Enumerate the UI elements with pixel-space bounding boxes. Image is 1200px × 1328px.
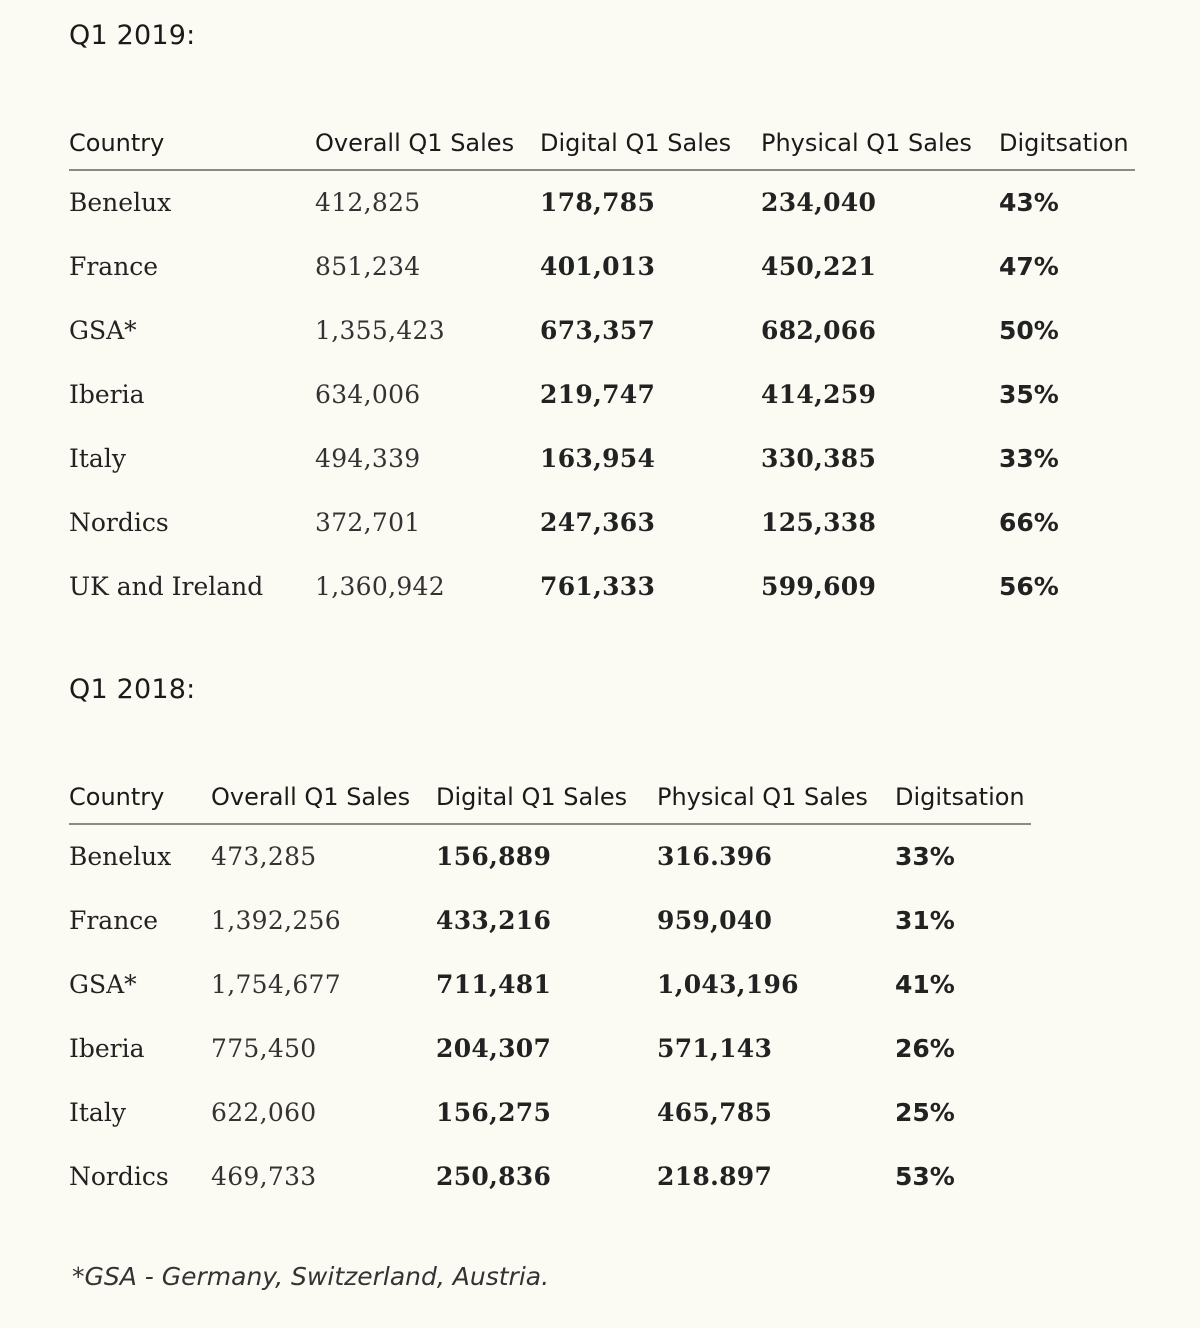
cell-physical-sales: 234,040 [761,188,877,217]
cell-digitisation: 56% [999,571,1059,601]
column-header-country: Country [69,116,315,170]
cell-physical-sales: 1,043,196 [657,969,799,999]
cell-physical-sales: 682,066 [761,315,877,345]
cell-physical-sales: 330,385 [761,443,877,473]
cell-digitisation: 31% [895,905,955,935]
cell-digital-sales: 204,307 [436,1033,552,1063]
cell-country: Benelux [69,842,172,871]
cell-digital-sales: 247,363 [540,507,656,537]
cell-overall-sales: 372,701 [315,507,421,537]
footnote: *GSA - Germany, Switzerland, Austria. [72,1262,550,1291]
cell-country: Iberia [69,379,145,409]
table-header-row [69,770,1031,824]
cell-digital-sales: 673,357 [540,315,656,345]
column-header-digitisation: Digitsation [895,770,1031,824]
sales-table-q1-2018 [69,770,1031,1208]
column-header-overall-sales: Overall Q1 Sales [315,116,540,170]
cell-physical-sales: 218.897 [657,1161,773,1191]
table-row [69,170,1135,234]
cell-overall-sales: 1,355,423 [315,315,445,345]
cell-country: Nordics [69,1161,169,1191]
cell-digitisation: 50% [999,315,1059,345]
cell-digital-sales: 433,216 [436,905,552,935]
cell-overall-sales: 634,006 [315,379,421,409]
column-header-overall-sales: Overall Q1 Sales [211,770,436,824]
cell-overall-sales: 1,754,677 [211,969,341,999]
cell-physical-sales: 450,221 [761,251,877,281]
cell-physical-sales: 125,338 [761,507,877,537]
column-header-physical-sales: Physical Q1 Sales [657,770,895,824]
table-row [69,1016,1031,1080]
cell-physical-sales: 316.396 [657,842,773,871]
section-title-q1-2018: Q1 2018: [69,674,196,705]
cell-overall-sales: 775,450 [211,1033,317,1063]
cell-digitisation: 43% [999,188,1059,217]
column-header-physical-sales: Physical Q1 Sales [761,116,999,170]
table-row [69,952,1031,1016]
table-row [69,298,1135,362]
table-row [69,824,1031,888]
cell-country: GSA* [69,969,137,999]
table-row [69,426,1135,490]
cell-digital-sales: 156,889 [436,842,552,871]
cell-digital-sales: 156,275 [436,1097,552,1127]
cell-digitisation: 33% [895,842,955,871]
table-row [69,1080,1031,1144]
column-header-digital-sales: Digital Q1 Sales [436,770,657,824]
cell-country: Italy [69,443,126,473]
cell-digital-sales: 250,836 [436,1161,552,1191]
cell-physical-sales: 465,785 [657,1097,773,1127]
cell-physical-sales: 414,259 [761,379,877,409]
cell-country: UK and Ireland [69,571,264,601]
section-title-q1-2019: Q1 2019: [69,20,196,51]
cell-country: Nordics [69,507,169,537]
cell-country: GSA* [69,315,137,345]
sales-table-q1-2019 [69,116,1135,618]
cell-digital-sales: 761,333 [540,571,656,601]
cell-overall-sales: 622,060 [211,1097,317,1127]
cell-overall-sales: 412,825 [315,188,421,217]
cell-digital-sales: 163,954 [540,443,656,473]
cell-overall-sales: 851,234 [315,251,421,281]
column-header-digital-sales: Digital Q1 Sales [540,116,761,170]
cell-digitisation: 53% [895,1161,955,1191]
cell-overall-sales: 1,392,256 [211,905,341,935]
cell-country: Iberia [69,1033,145,1063]
cell-digital-sales: 178,785 [540,188,656,217]
cell-digital-sales: 711,481 [436,969,552,999]
cell-digitisation: 33% [999,443,1059,473]
table-row [69,888,1031,952]
cell-digitisation: 41% [895,969,955,999]
cell-physical-sales: 959,040 [657,905,773,935]
cell-digitisation: 47% [999,251,1059,281]
table-row [69,490,1135,554]
table-row [69,362,1135,426]
cell-digitisation: 25% [895,1097,955,1127]
cell-digitisation: 66% [999,507,1059,537]
cell-digital-sales: 401,013 [540,251,656,281]
table-row [69,554,1135,618]
cell-digitisation: 26% [895,1033,955,1063]
cell-country: Italy [69,1097,126,1127]
cell-country: Benelux [69,188,172,217]
cell-overall-sales: 1,360,942 [315,571,445,601]
column-header-digitisation: Digitsation [999,116,1135,170]
cell-digital-sales: 219,747 [540,379,656,409]
cell-physical-sales: 571,143 [657,1033,773,1063]
cell-physical-sales: 599,609 [761,571,877,601]
column-header-country: Country [69,770,211,824]
cell-overall-sales: 473,285 [211,842,317,871]
table-header-row [69,116,1135,170]
table-row [69,234,1135,298]
cell-overall-sales: 469,733 [211,1161,317,1191]
table-row [69,1144,1031,1208]
cell-digitisation: 35% [999,379,1059,409]
cell-country: France [69,251,159,281]
cell-overall-sales: 494,339 [315,443,421,473]
cell-country: France [69,905,159,935]
